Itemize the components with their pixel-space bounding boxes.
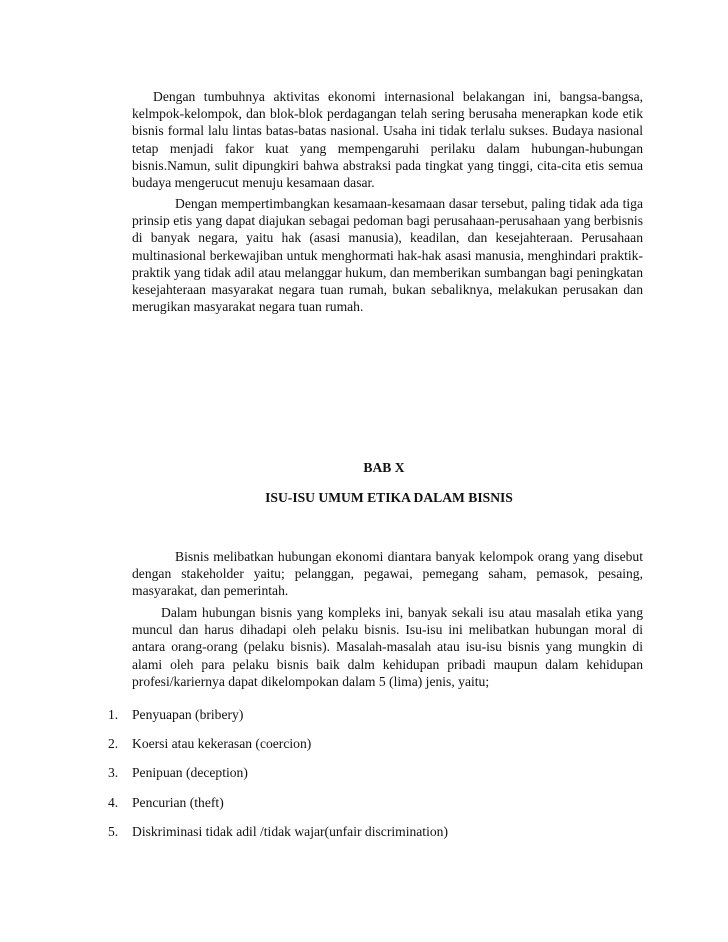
list-item: [108, 735, 448, 764]
issue-list: [108, 706, 448, 852]
paragraph-ethical-issues: Dalam hubungan bisnis yang kompleks ini, banyak sekali isu atau masalah etika yang muncul dan harus dihadapi oleh pelaku bisnis. Isu-isu ini melibatkan hubungan moral di antara orang-orang (pelaku bisnis). Masalah-masalah atau isu-isu bisnis yang mungkin di alami oleh para pelaku bisnis baik dalm kehidupan pribadi maupun dalam kehidupan profesi/kariernya dapat dikelompokan dalam 5 (lima) jenis, yaitu;: [132, 605, 643, 689]
paragraph-international-ethics: Dengan tumbuhnya aktivitas ekonomi internasional belakangan ini, bangsa-bangsa, kelmpok-kelompok, dan blok-blok perdagangan telah sering berusaha menerapkan kode etik bisnis formal lalu lintas batas-batas nasional. Usaha ini tidak terlalu sukses. Budaya nasional tetap menjadi fakor kuat yang mempengaruhi perilaku dalam hubungan-hubungan bisnis.Namun, sulit dipungkiri bahwa abstraksi pada tingkat yang tinggi, cita-cita etis semua budaya mengerucut menuju kesamaan dasar.: [132, 89, 643, 191]
list-item-number: 4.: [108, 794, 119, 810]
chapter-number: BAB X: [363, 460, 405, 475]
chapter-title: ISU-ISU UMUM ETIKA DALAM BISNIS: [265, 490, 513, 505]
list-item-text: Diskriminasi tidak adil /tidak wajar(unfair discrimination): [132, 823, 448, 839]
list-item: [108, 764, 448, 793]
list-item-text: Pencurian (theft): [132, 794, 224, 810]
paragraph-ethical-principles: Dengan mempertimbangkan kesamaan-kesamaan dasar tersebut, paling tidak ada tiga prinsip etis yang dapat diajukan sebagai pedoman bagi perusahaan-perusahaan yang berbisnis di banyak negara, yaitu hak (asasi manusia), keadilan, dan kesejahteraan. Perusahaan multinasional berkewajiban untuk menghormati hak-hak asasi manusia, menghindari praktik-praktik yang tidak adil atau melanggar hukum, dan memberikan sumbangan bagi peningkatan kesejahteraan masyarakat negara tuan rumah, bukan sebaliknya, melakukan perusakan dan merugikan masyarakat negara tuan rumah.: [132, 196, 643, 315]
list-item: [108, 823, 448, 852]
paragraph-stakeholders: Bisnis melibatkan hubungan ekonomi diantara banyak kelompok orang yang disebut dengan stakeholder yaitu; pelanggan, pegawai, pemegang saham, pemasok, pesaing, masyarakat, dan pemerintah.: [132, 549, 643, 599]
list-item-number: 5.: [108, 823, 119, 839]
list-item: [108, 794, 448, 823]
list-item-number: 2.: [108, 736, 119, 752]
list-item-text: Koersi atau kekerasan (coercion): [132, 736, 312, 752]
list-item: [108, 706, 448, 735]
list-item-text: Penipuan (deception): [132, 765, 248, 781]
list-item-number: 3.: [108, 765, 119, 781]
list-item-number: 1.: [108, 707, 119, 722]
list-item-text: Penyuapan (bribery): [132, 707, 244, 722]
